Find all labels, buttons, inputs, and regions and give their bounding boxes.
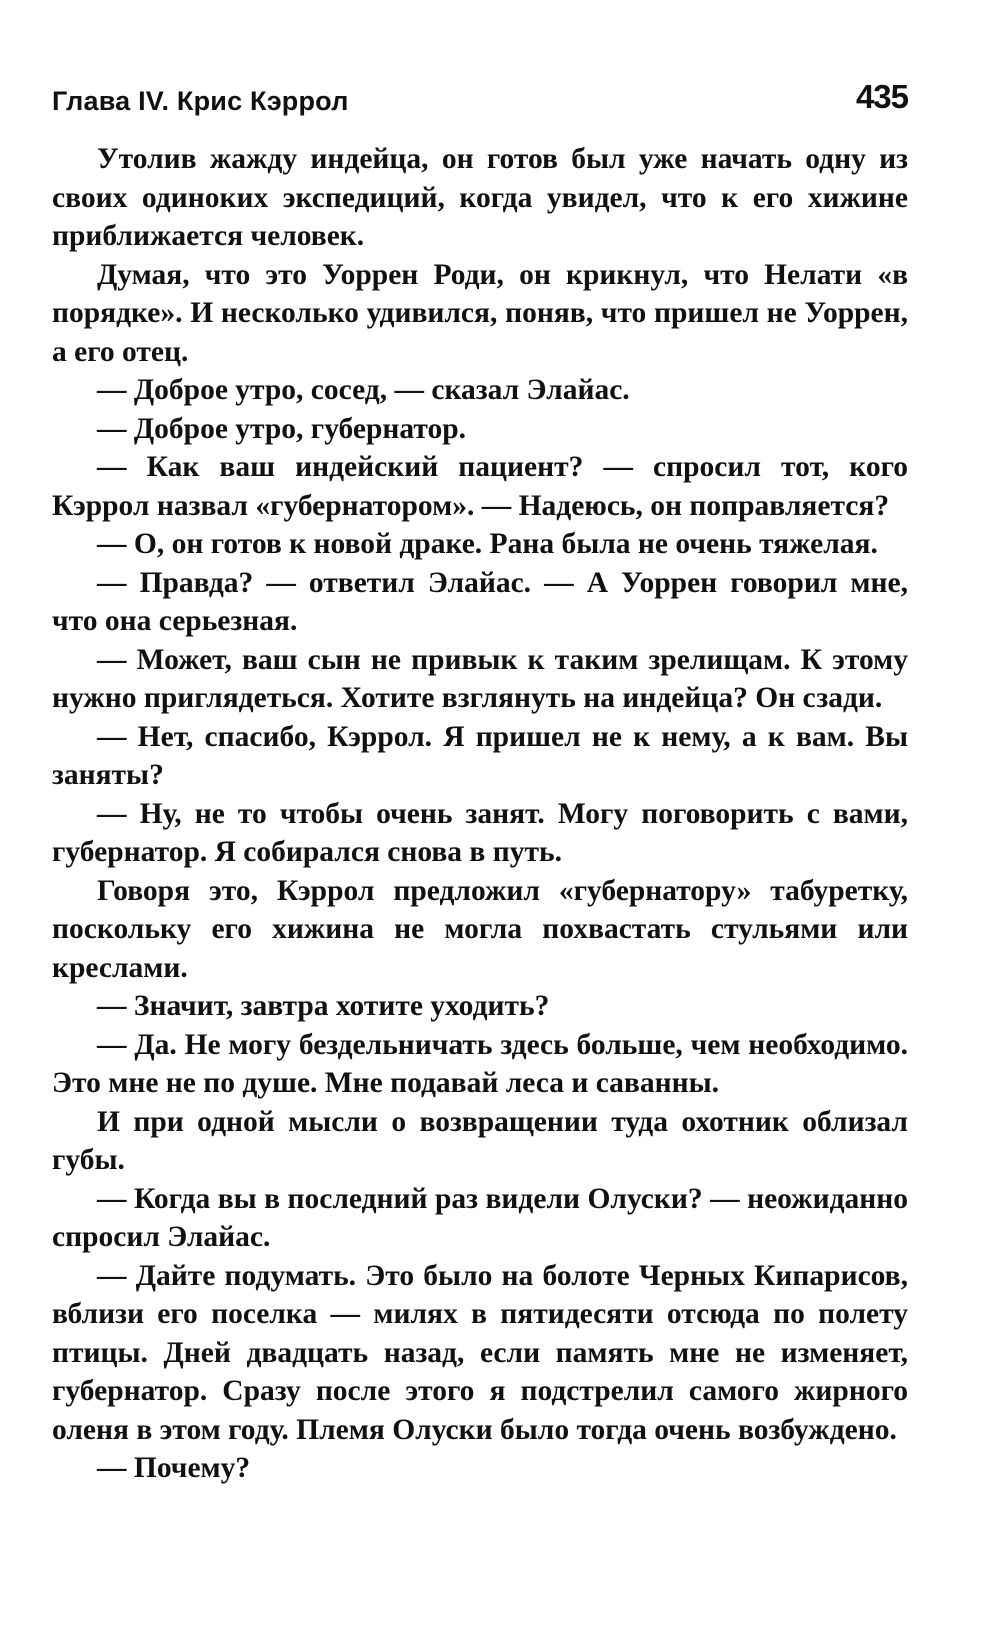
paragraph: — Правда? — ответил Элайас. — А Уоррен говорил мне, что она серьезная. [52,566,908,637]
paragraph: — Как ваш индейский пациент? — спросил тот, кого Кэррол назвал «губернатором». — Надеюсь, он поправляется? [52,451,908,522]
running-head: Глава IV. Крис Кэррол [52,86,349,116]
paragraph: Думая, что это Уоррен Роди, он крикнул, что Нелати «в порядке». И несколько удивился, поняв, что пришел не Уоррен, а его отец. [52,258,908,368]
paragraph: — О, он готов к новой драке. Рана была не очень тяжелая. [97,528,878,560]
paragraph: Утолив жажду индейца, он готов был уже начать одну из своих одиноких экспедиций, когда увидел, что к его хижине приближается человек. [52,143,908,252]
paragraph: И при одной мысли о возвращении туда охотник облизал губы. [52,1105,908,1176]
page-number: 435 [855,78,908,115]
paragraph: — Почему? [97,1452,251,1484]
paragraph: — Нет, спасибо, Кэррол. Я пришел не к нему, а к вам. Вы заняты? [52,720,908,791]
paragraph: — Когда вы в последний раз видели Олуски? — неожиданно спросил Элайас. [52,1182,908,1253]
page-header [52,78,908,140]
paragraph: — Доброе утро, сосед, — сказал Элайас. [97,374,630,406]
body-text [52,140,908,1488]
paragraph: — Значит, завтра хотите уходить? [97,990,550,1022]
paragraph: — Ну, не то чтобы очень занят. Могу поговорить с вами, губернатор. Я собирался снова в путь. [52,797,908,868]
paragraph: — Дайте подумать. Это было на болоте Черных Кипарисов, вблизи его поселка — милях в пятидесяти отсюда по полету птицы. Дней двадцать назад, если память мне не изменяет, губернатор. Сразу после этого я подстрелил самого жирного оленя в этом году. Племя Олуски было тогда очень возбуждено. [52,1259,908,1446]
book-page [52,78,908,1488]
paragraph: — Может, ваш сын не привык к таким зрелищам. К этому нужно приглядеться. Хотите взглянуть на индейца? Он сзади. [52,643,908,714]
paragraph: Говоря это, Кэррол предложил «губернатору» табуретку, поскольку его хижина не могла похвастать стульями или креслами. [52,874,908,984]
paragraph: — Да. Не могу бездельничать здесь больше, чем необходимо. Это мне не по душе. Мне подавай леса и саванны. [52,1028,908,1099]
paragraph: — Доброе утро, губернатор. [97,412,467,445]
